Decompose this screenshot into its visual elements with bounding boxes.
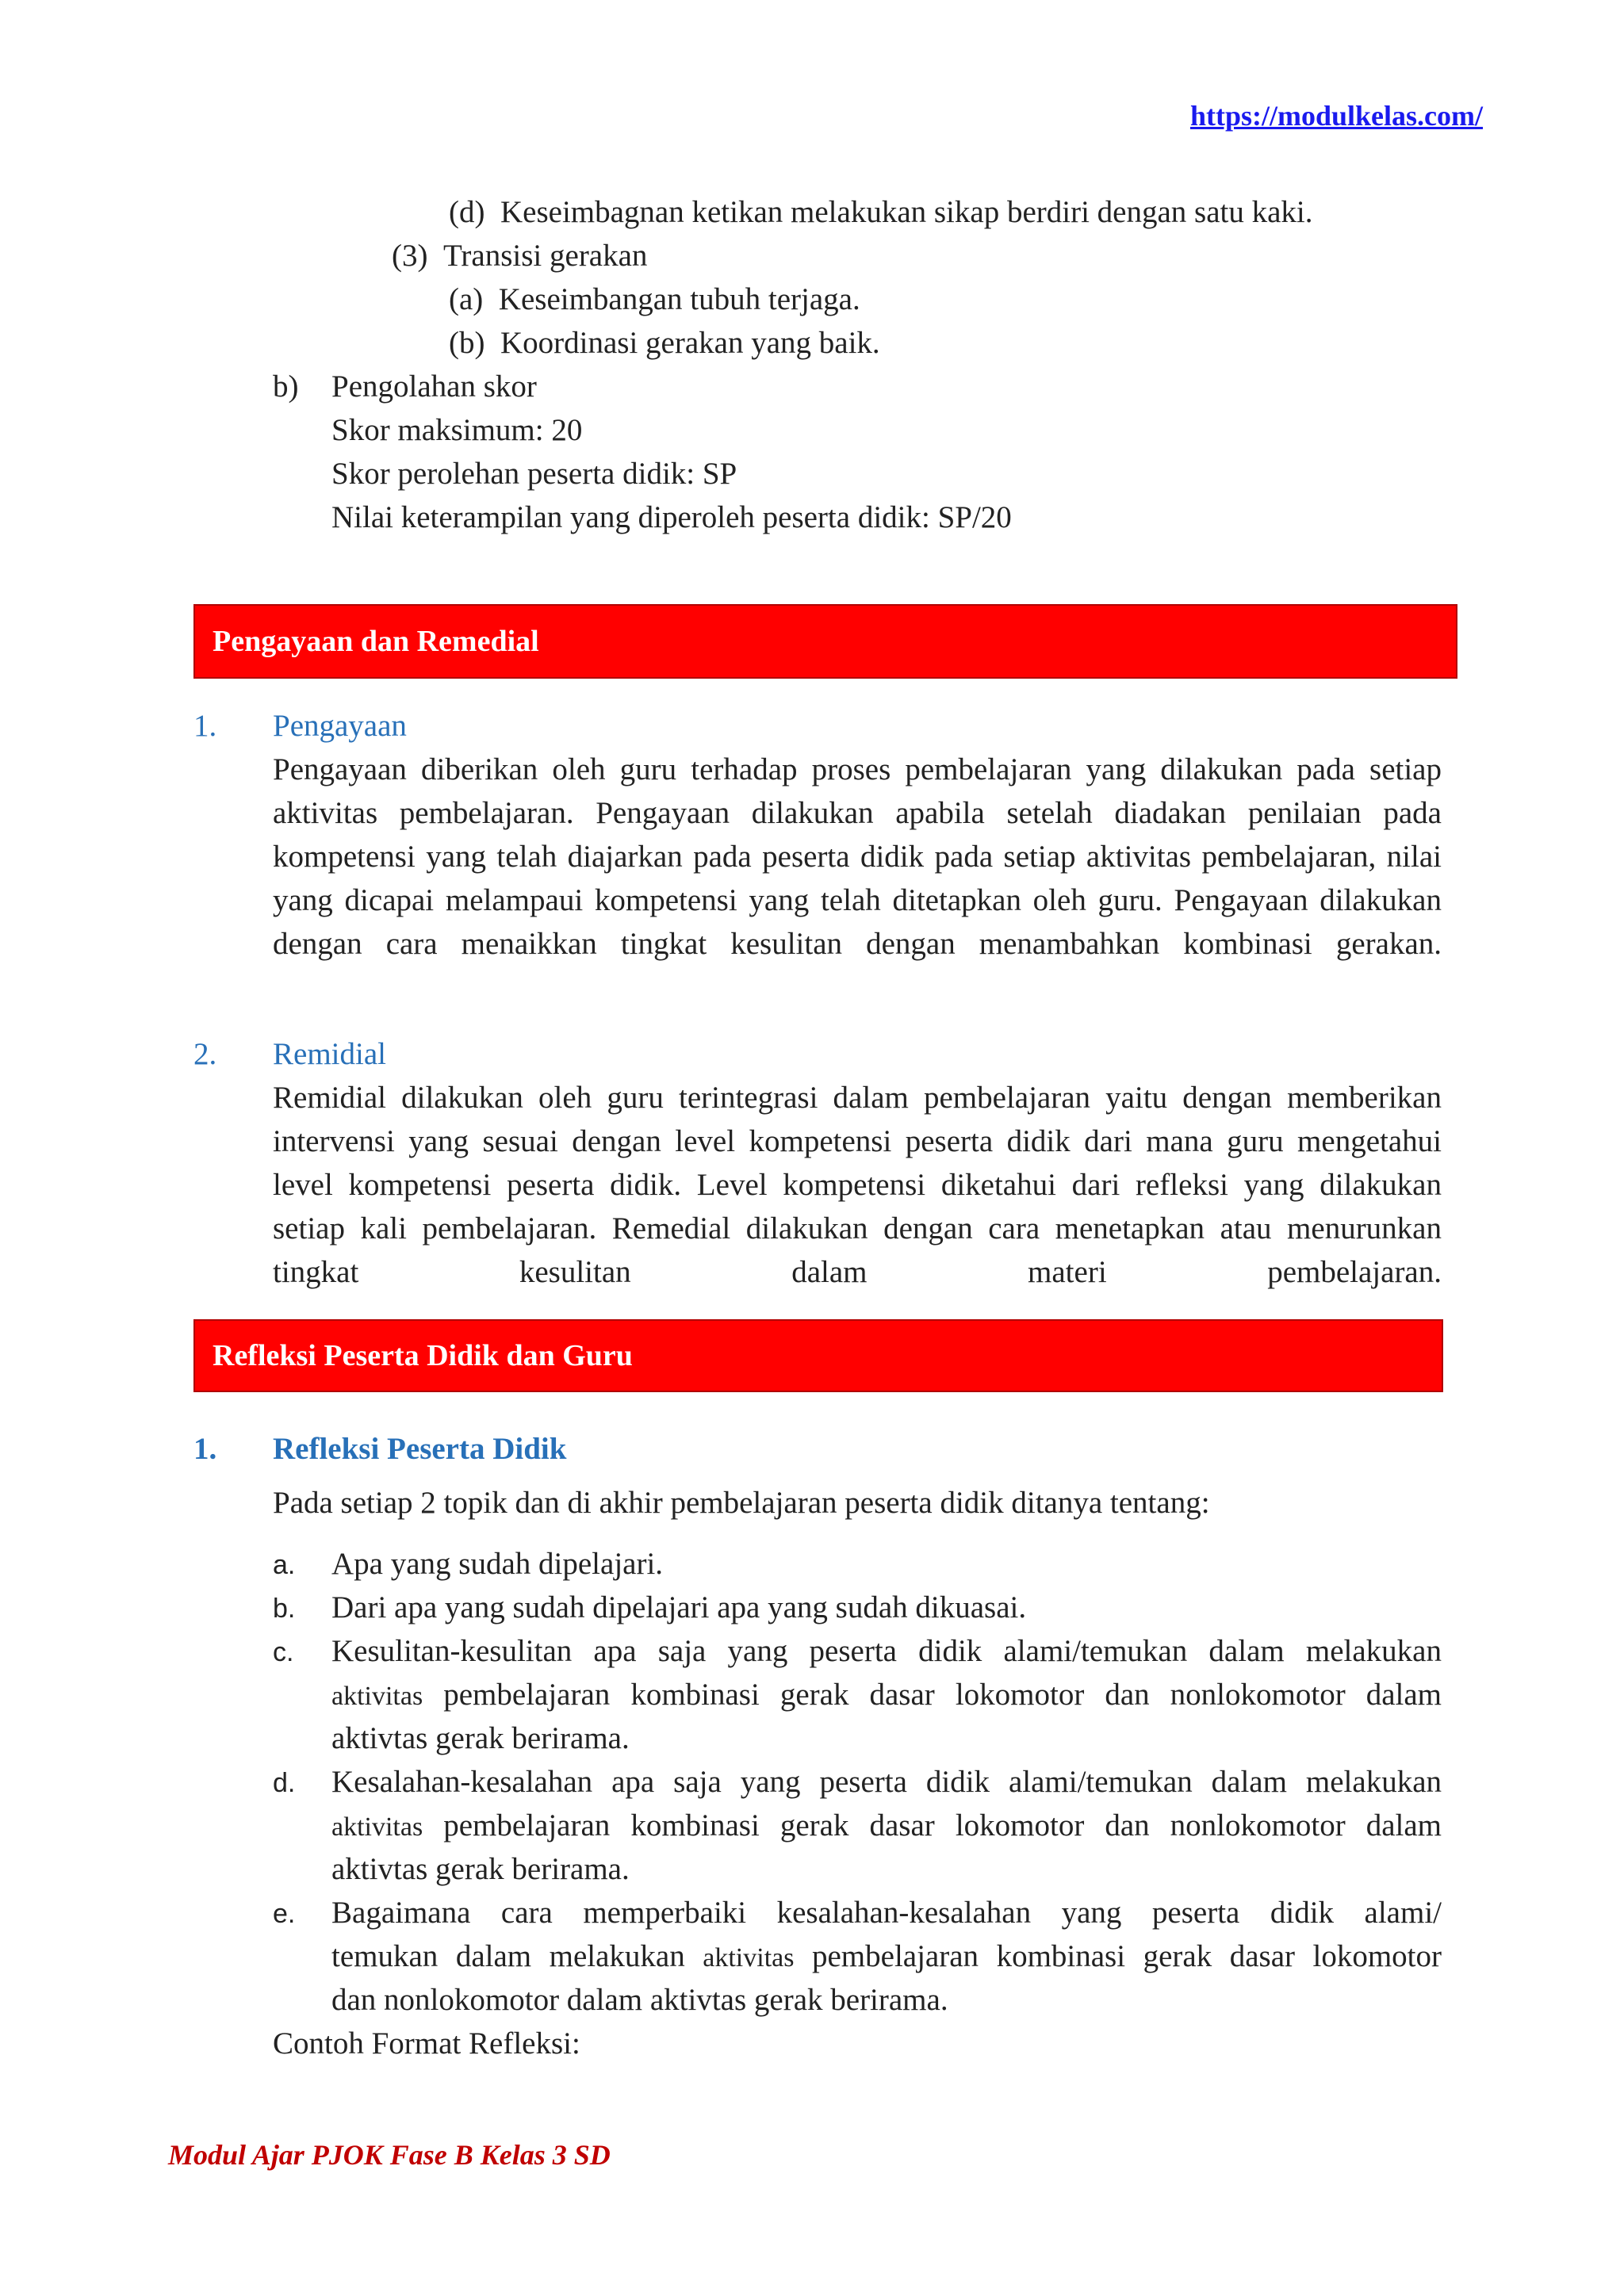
line-text: pembelajaran kombinasi gerak dasar lokomotor dan nonlokomotor dalam: [443, 1808, 1442, 1843]
item-marker: (3): [392, 239, 428, 273]
item-text: Transisi gerakan: [442, 239, 648, 273]
enrichment-item-title: Pengayaan: [273, 709, 407, 743]
list-item-e-line2: [331, 1934, 1442, 1980]
section-banner-enrichment: [193, 604, 1457, 679]
list-item-a: Apa yang sudah dipelajari.: [331, 1547, 664, 1581]
remedial-paragraph: Remidial dilakukan oleh guru terintegrasi dalam pembelajaran yaitu dengan memberikan intervensi yang sesuai dengan level kompetensi peserta didik dari mana guru mengetahui level kompetensi peserta didik. Level kompetensi diketahui dari refleksi yang dilakukan setiap kali pembelajaran. Remedial dilakukan dengan cara menetapkan atau menurunkan tingkat kesulitan dalam materi pembelajaran.: [273, 1081, 1442, 1289]
list-marker: a.: [273, 1550, 296, 1580]
reflection-item-title: Refleksi Peserta Didik: [273, 1432, 567, 1466]
list-item-d-line1: Kesalahan-kesalahan apa saja yang peserta didik alami/temukan dalam melakukan: [331, 1765, 1442, 1799]
list-marker: b.: [273, 1594, 296, 1624]
list-marker: c.: [273, 1637, 294, 1667]
reflection-item-number: 1.: [193, 1432, 217, 1466]
item-text: Keseimbagnan ketikan melakukan sikap berdiri dengan satu kaki.: [500, 195, 1313, 229]
score-obtained: Skor perolehan peserta didik: SP: [331, 457, 737, 491]
line-text: pembelajaran kombinasi gerak dasar lokomotor: [812, 1939, 1442, 1973]
footer-title: Modul Ajar PJOK Fase B Kelas 3 SD: [168, 2139, 611, 2171]
line-text: pembelajaran kombinasi gerak dasar lokomotor dan nonlokomotor dalam: [443, 1678, 1442, 1712]
list-item-c-line1: Kesulitan-kesulitan apa saja yang peserta didik alami/temukan dalam melakukan: [331, 1634, 1442, 1668]
small-word: aktivitas: [703, 1943, 795, 1973]
list-item-e-line1: Bagaimana cara memperbaiki kesalahan-kesalahan yang peserta didik alami/: [331, 1896, 1442, 1930]
line-text: temukan dalam melakukan: [331, 1939, 685, 1973]
assessment-item-d: [449, 190, 1313, 234]
list-item-d-line3: aktivtas gerak berirama.: [331, 1852, 630, 1886]
item-marker: (a): [449, 282, 484, 316]
remedial-item-title: Remidial: [273, 1037, 386, 1071]
list-item-e-line3: dan nonlokomotor dalam aktivtas gerak berirama.: [331, 1983, 948, 2017]
reflection-intro: Pada setiap 2 topik dan di akhir pembelajaran peserta didik ditanya tentang:: [273, 1486, 1210, 1520]
section-title: Pengayaan dan Remedial: [213, 624, 539, 658]
list-item-d-line2: [331, 1804, 1442, 1849]
list-item-c-line2: [331, 1673, 1442, 1718]
small-word: aktivitas: [331, 1682, 423, 1711]
reflection-closing: Contoh Format Refleksi:: [273, 2026, 580, 2061]
item-text: Koordinasi gerakan yang baik.: [500, 326, 880, 360]
assessment-item-3: [392, 234, 647, 277]
score-max: Skor maksimum: 20: [331, 413, 583, 447]
list-item-c-line3: aktivtas gerak berirama.: [331, 1721, 630, 1755]
assessment-item-3b: [449, 321, 880, 365]
header-url-link[interactable]: https://modulkelas.com/: [1189, 100, 1483, 132]
score-processing-marker: b): [273, 369, 299, 404]
remedial-item-number: 2.: [193, 1037, 217, 1071]
item-marker: (b): [449, 326, 485, 360]
item-marker: (d): [449, 195, 485, 229]
score-processing-title: Pengolahan skor: [331, 369, 537, 404]
list-marker: e.: [273, 1899, 296, 1929]
assessment-item-3a: [449, 277, 860, 321]
small-word: aktivitas: [331, 1812, 423, 1842]
enrichment-item-number: 1.: [193, 709, 217, 743]
section-title: Refleksi Peserta Didik dan Guru: [213, 1338, 633, 1372]
section-banner-reflection: [193, 1319, 1443, 1392]
list-marker: d.: [273, 1768, 296, 1798]
score-value: Nilai keterampilan yang diperoleh peserta didik: SP/20: [331, 500, 1012, 534]
enrichment-paragraph: Pengayaan diberikan oleh guru terhadap proses pembelajaran yang dilakukan pada setiap aktivitas pembelajaran. Pengayaan dilakukan apabila setelah diadakan penilaian pada kompetensi yang telah diajarkan pada peserta didik pada setiap aktivitas pembelajaran, nilai yang dicapai melampaui kompetensi yang telah ditetapkan oleh guru. Pengayaan dilakukan dengan cara menaikkan tingkat kesulitan dengan menambahkan kombinasi gerakan.: [273, 752, 1442, 961]
list-item-b: Dari apa yang sudah dipelajari apa yang sudah dikuasai.: [331, 1590, 1027, 1624]
item-text: Keseimbangan tubuh terjaga.: [498, 282, 860, 316]
